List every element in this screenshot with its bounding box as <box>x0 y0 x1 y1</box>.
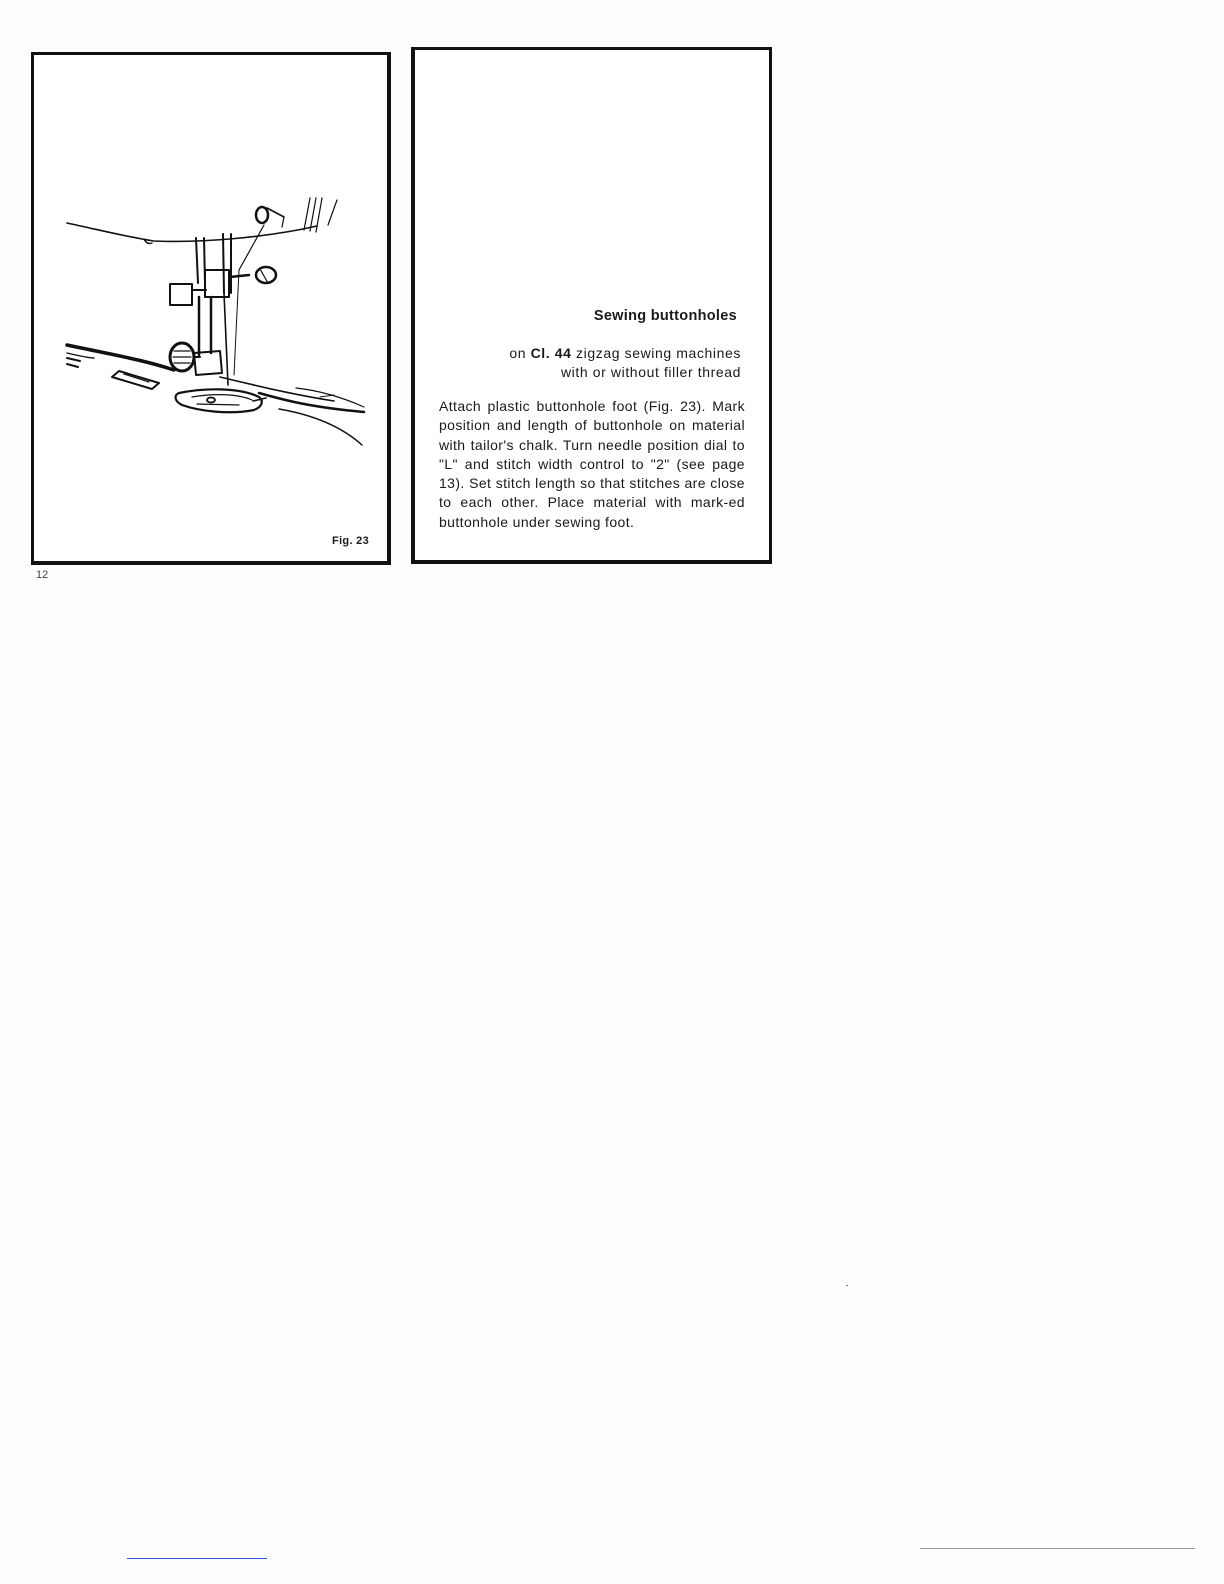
sewing-machine-buttonhole-foot-illustration <box>34 55 387 561</box>
scan-line-right <box>920 1548 1195 1549</box>
figure-caption: Fig. 23 <box>332 535 369 547</box>
subtitle-model: Cl. 44 <box>530 345 572 361</box>
subtitle-line2: with or without filler thread <box>560 364 741 380</box>
text-panel <box>411 47 772 564</box>
instruction-text: Attach plastic buttonhole foot (Fig. 23). Mark position and length of buttonhole on material with tailor's chalk. Turn needle position dial to "L" and stitch width control to "2" (see page 13). Set stitch length so that stitches are close to each other. Place material with mark-ed buttonhole under sewing foot. <box>439 398 745 530</box>
scan-line-left <box>127 1558 267 1559</box>
scan-speck <box>846 1285 848 1286</box>
section-subtitle <box>441 344 741 382</box>
page-number: 12 <box>36 569 49 578</box>
subtitle-prefix: on <box>509 345 527 361</box>
subtitle-suffix: zigzag sewing machines <box>576 345 741 361</box>
figure-panel <box>31 52 391 565</box>
section-title: Sewing buttonholes <box>593 308 737 324</box>
